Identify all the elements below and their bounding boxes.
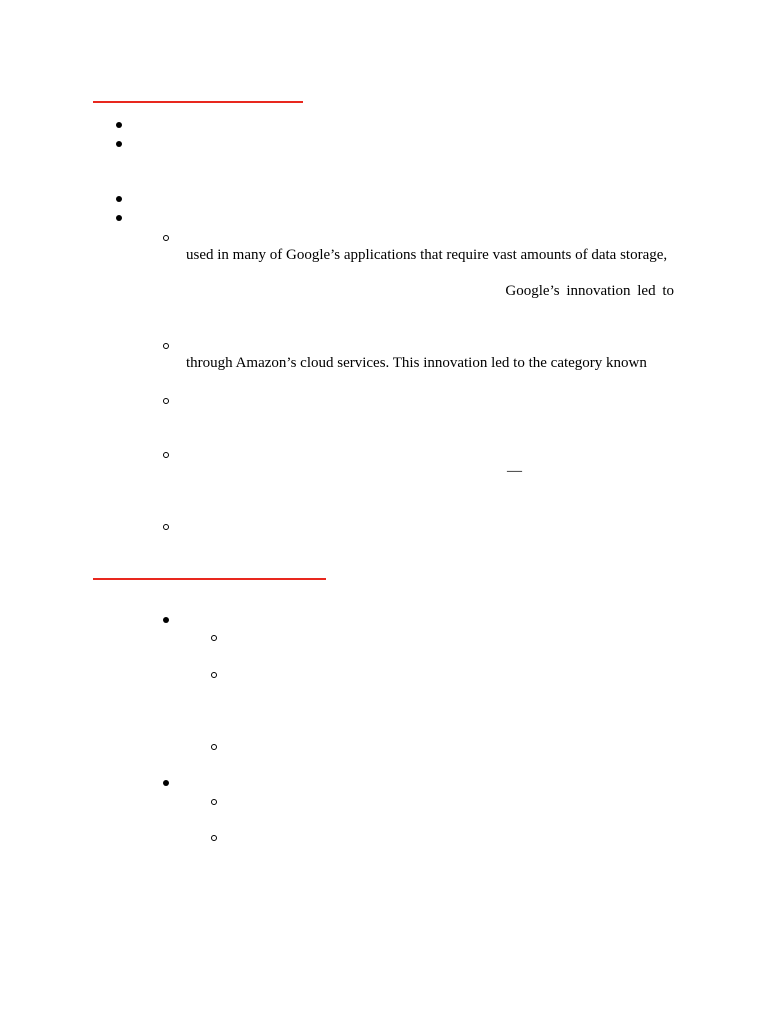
amazon-paragraph-line-1: through Amazon’s cloud services. This innovation led to the category known [186,355,647,371]
section-2-heading-underline [93,578,326,580]
list-bullet [116,196,122,202]
google-paragraph-line-1: used in many of Google’s applications that require vast amounts of data storage, [186,247,668,263]
sub-list-bullet [211,744,217,750]
list-bullet [163,617,169,623]
list-bullet [116,122,122,128]
list-bullet [116,215,122,221]
sub-list-bullet [211,799,217,805]
sub-list-bullet [163,235,169,241]
sub-list-bullet [163,452,169,458]
em-dash: — [507,463,522,479]
sub-list-bullet [211,672,217,678]
sub-list-bullet [211,635,217,641]
section-1-heading-underline [93,101,303,103]
sub-list-bullet [163,524,169,530]
sub-list-bullet [211,835,217,841]
list-bullet [116,141,122,147]
list-bullet [163,780,169,786]
sub-list-bullet [163,398,169,404]
sub-list-bullet [163,343,169,349]
google-paragraph-line-2: Google’s innovation led to [505,283,674,299]
